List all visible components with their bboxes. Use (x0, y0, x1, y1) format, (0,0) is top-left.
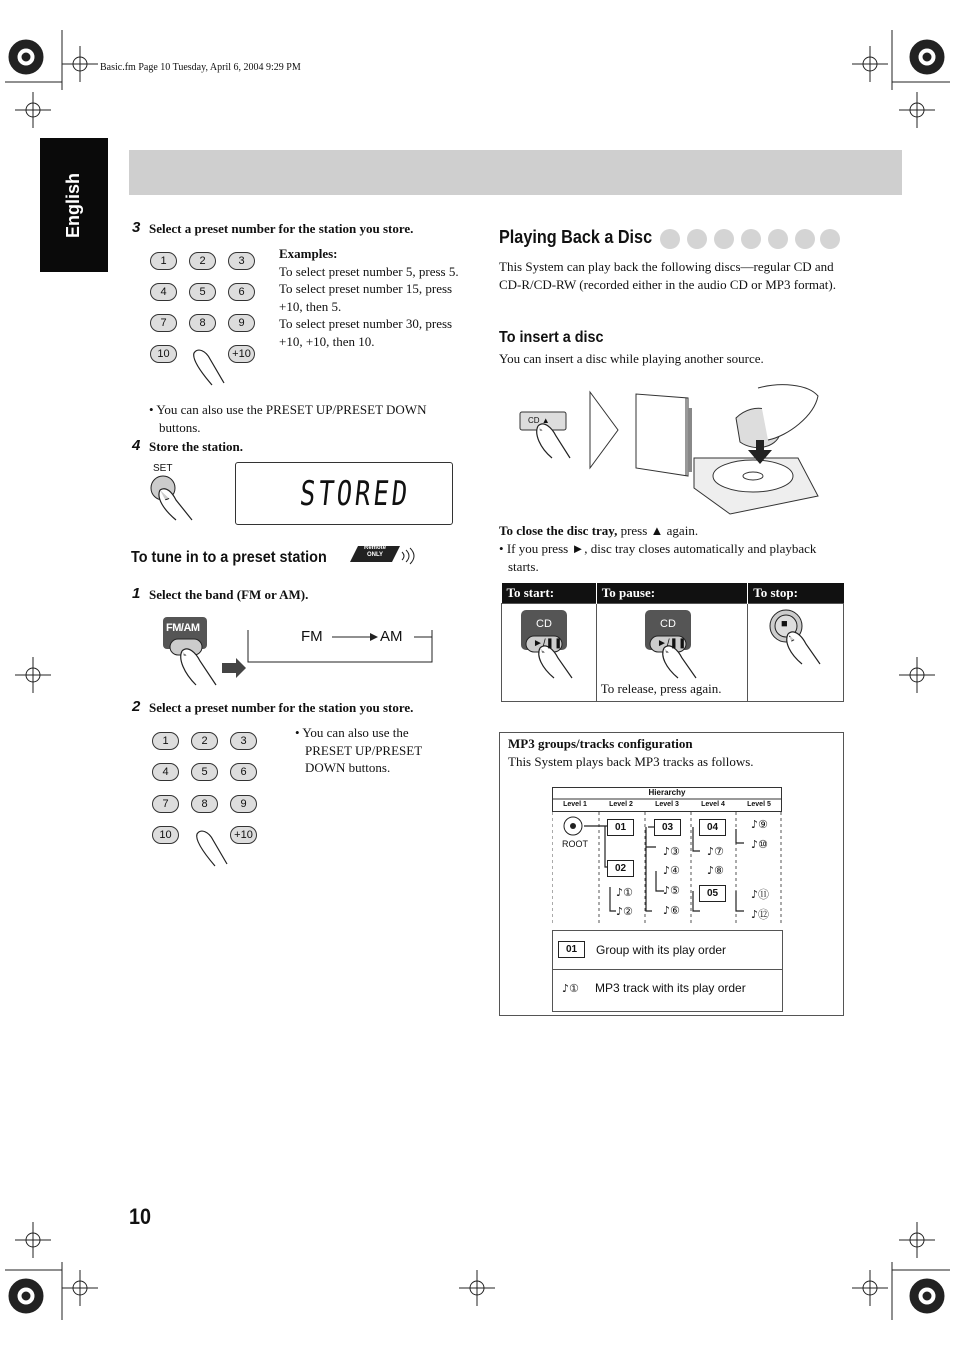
insert-disc-illustration (518, 378, 823, 518)
step-3-text: Select a preset number for the station you store. (149, 221, 414, 236)
level-3-label: Level 3 (655, 801, 679, 808)
mp3-subtitle: This System plays back MP3 tracks as follows. (508, 754, 754, 769)
track-icon: ♪② (616, 905, 633, 918)
key-10: 10 (150, 345, 177, 363)
group-folder-02: 02 (607, 860, 634, 877)
page-number: 10 (129, 1204, 152, 1229)
remote-only-text: Remote ONLY (363, 545, 386, 558)
pause-note: To release, press again. (600, 681, 722, 696)
track-icon: ♪⑫ (751, 908, 770, 921)
group-folder-01: 01 (607, 819, 634, 836)
example-line-1: To select preset number 5, press 5. (279, 263, 459, 279)
intro-text: This System can play back the following discs—regular CD and CD-R/CD-RW (recorded either in the audio CD or MP3 format). (499, 259, 836, 292)
stop-symbol: ■ (781, 618, 788, 630)
examples (279, 245, 469, 350)
key-3: 3 (228, 252, 255, 270)
cd-label-pause: CD (660, 618, 676, 630)
stop-button-icon (766, 606, 826, 668)
header-to-stop: To stop: (748, 583, 844, 604)
step-4-text: Store the station. (149, 439, 244, 454)
header-to-start: To start: (502, 583, 597, 604)
play-pause-label-start: ►/❚❚ (533, 638, 563, 649)
heading-dot (768, 229, 788, 249)
heading-dot (741, 229, 761, 249)
example-line-3: To select preset number 30, press +10, +10, then 10. (279, 316, 453, 349)
heading-dot (714, 229, 734, 249)
legend-group-text: Group with its play order (596, 943, 727, 957)
key-2: 2 (189, 252, 216, 270)
key-8: 8 (189, 314, 216, 332)
set-button-icon (148, 474, 200, 524)
level-1-label: Level 1 (563, 801, 587, 808)
note-preset-updown-2: • You can also use the PRESET UP/PRESET DOWN buttons. (295, 725, 422, 775)
track-icon: ♪⑪ (751, 888, 770, 901)
group-folder-04: 04 (699, 819, 726, 836)
play-pause-label-pause: ►/❚❚ (657, 638, 687, 649)
step-2-number: 2 (132, 698, 141, 715)
key-8: 8 (191, 795, 218, 813)
track-icon: ♪⑨ (751, 818, 768, 831)
group-folder-05: 05 (699, 885, 726, 902)
language-tab-label: English (63, 172, 84, 238)
key-10: 10 (152, 826, 179, 844)
step-1-number: 1 (132, 585, 141, 602)
track-icon: ♪⑤ (663, 884, 680, 897)
set-label: SET (153, 463, 173, 474)
band-fm: FM (301, 628, 323, 645)
track-icon: ♪③ (663, 845, 680, 858)
track-icon: ♪⑧ (707, 864, 724, 877)
legend-divider (552, 969, 783, 970)
legend-track-text: MP3 track with its play order (595, 981, 746, 995)
hierarchy-label: Hierarchy (648, 788, 686, 797)
file-stamp: Basic.fm Page 10 Tuesday, April 6, 2004 9:29 PM (100, 62, 301, 73)
track-10-number: ⑩ (758, 838, 768, 851)
key-4: 4 (150, 283, 177, 301)
track-8-number: ⑧ (714, 864, 724, 877)
track-11-number: ⑪ (758, 888, 770, 901)
header-to-pause: To pause: (596, 583, 748, 604)
root-label: ROOT (562, 839, 588, 849)
mp3-title: MP3 groups/tracks configuration (508, 736, 693, 751)
close-tray-bold: To close the disc tray, (499, 523, 618, 538)
track-9-number: ⑨ (758, 818, 768, 831)
header-band (129, 150, 902, 195)
lcd-display-text: STORED (297, 474, 413, 514)
examples-heading: Examples: (279, 246, 338, 261)
level-5-label: Level 5 (747, 801, 771, 808)
key-7: 7 (152, 795, 179, 813)
track-icon: ♪⑩ (751, 838, 768, 851)
heading-dot (660, 229, 680, 249)
note-2-text: You can also use the PRESET UP/PRESET DOWN buttons. (302, 725, 422, 775)
key-plus10: +10 (230, 826, 257, 844)
cd-label-start: CD (536, 618, 552, 630)
key-9: 9 (230, 795, 257, 813)
band-cycle-diagram (246, 618, 436, 666)
level-2-label: Level 2 (609, 801, 633, 808)
track-7-number: ⑦ (714, 845, 724, 858)
step-2-text: Select a preset number for the station you store. (149, 700, 414, 715)
key-3: 3 (230, 732, 257, 750)
insert-disc-text: You can insert a disc while playing another source. (499, 351, 764, 366)
track-12-number: ⑫ (758, 908, 770, 921)
step-3-number: 3 (132, 219, 141, 236)
cd-eject-label: CD ▲ (528, 416, 550, 425)
heading-dot (687, 229, 707, 249)
close-tray-rest: press ▲ again. (620, 523, 699, 538)
key-1: 1 (152, 732, 179, 750)
close-tray-bullet-text: If you press ►, disc tray closes automatically and playback starts. (506, 541, 817, 574)
track-1-number: ① (623, 886, 633, 899)
tune-preset-heading: To tune in to a preset station (131, 549, 327, 566)
close-tray-text (499, 522, 698, 540)
note-1-text: You can also use the PRESET UP/PRESET DOWN buttons. (156, 402, 427, 435)
track-2-number: ② (623, 905, 633, 918)
track-icon: ♪⑦ (707, 845, 724, 858)
note-preset-updown-1: • You can also use the PRESET UP/PRESET DOWN buttons. (149, 402, 427, 435)
key-9: 9 (228, 314, 255, 332)
language-tab-label-wrap (40, 138, 108, 272)
level-labels (552, 801, 782, 808)
insert-disc-heading: To insert a disc (499, 329, 604, 346)
step-1-text: Select the band (FM or AM). (149, 587, 309, 602)
track-5-number: ⑤ (670, 884, 680, 897)
legend-group-folder-icon: 01 (558, 941, 585, 958)
level-4-label: Level 4 (701, 801, 725, 808)
band-am: AM (380, 628, 403, 645)
track-6-number: ⑥ (670, 904, 680, 917)
track-3-number: ③ (670, 845, 680, 858)
track-icon: ♪⑥ (663, 904, 680, 917)
track-icon: ♪① (616, 886, 633, 899)
finger-press-icon (193, 826, 233, 868)
key-5: 5 (191, 763, 218, 781)
heading-dot (820, 229, 840, 249)
group-folder-03: 03 (654, 819, 681, 836)
step-4-number: 4 (132, 437, 141, 454)
track-4-number: ④ (670, 864, 680, 877)
close-tray-bullet: • If you press ►, disc tray closes automatically and playback starts. (499, 541, 817, 574)
heading-dot (795, 229, 815, 249)
key-6: 6 (228, 283, 255, 301)
track-icon: ♪④ (663, 864, 680, 877)
legend-track-icon: ♪① (562, 982, 579, 995)
key-7: 7 (150, 314, 177, 332)
example-line-2: To select preset number 15, press +10, then 5. (279, 281, 453, 314)
key-plus10: +10 (228, 345, 255, 363)
key-5: 5 (189, 283, 216, 301)
finger-press-icon (190, 345, 230, 387)
playing-back-heading: Playing Back a Disc (499, 227, 653, 247)
key-2: 2 (191, 732, 218, 750)
key-4: 4 (152, 763, 179, 781)
key-1: 1 (150, 252, 177, 270)
key-6: 6 (230, 763, 257, 781)
fmam-button-label: FM/AM (166, 622, 200, 634)
